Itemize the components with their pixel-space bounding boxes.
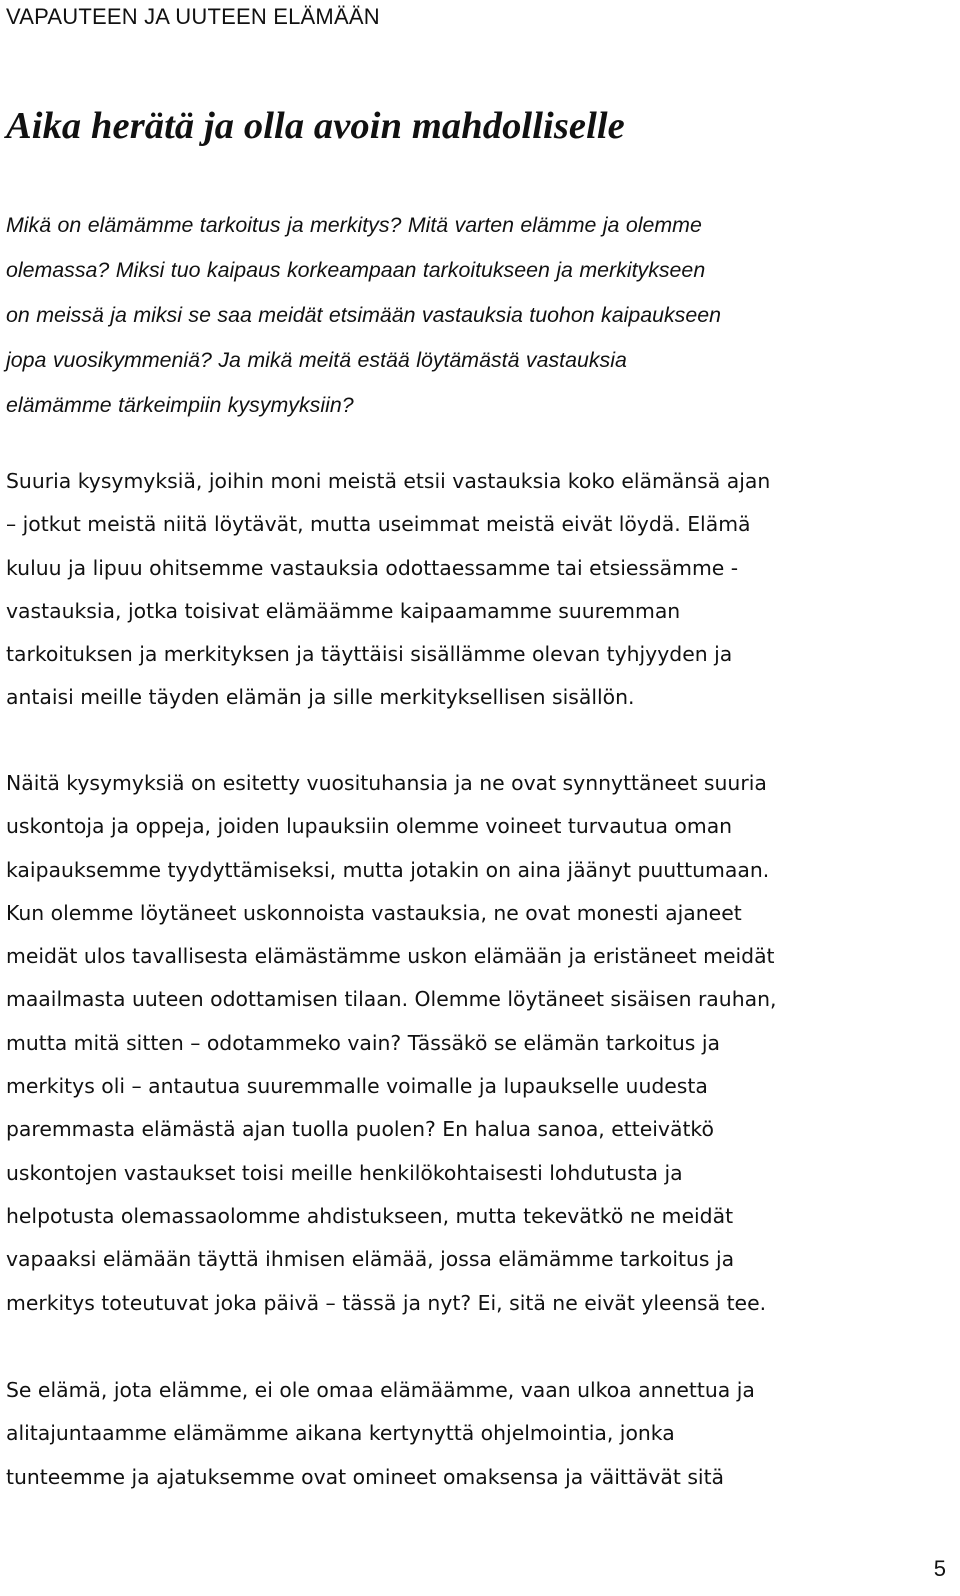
body-paragraph-1 [6, 460, 956, 720]
running-header: VAPAUTEEN JA UUTEEN ELÄMÄÄN [6, 4, 380, 29]
text-line: antaisi meille täyden elämän ja sille merkityksellisen sisällön. [6, 685, 635, 710]
intro-line: jopa vuosikymmeniä? Ja mikä meitä estää löytämästä vastauksia [6, 348, 627, 372]
text-line: merkitys oli – antautua suuremmalle voimalle ja lupaukselle uudesta [6, 1074, 708, 1099]
text-line: tarkoituksen ja merkityksen ja täyttäisi sisällämme olevan tyhjyyden ja [6, 642, 733, 667]
body-paragraph-2 [6, 762, 956, 1325]
text-line: kuluu ja lipuu ohitsemme vastauksia odottaessamme tai etsiessämme - [6, 555, 739, 580]
text-line: mutta mitä sitten – odotammeko vain? Tässäkö se elämän tarkoitus ja [6, 1030, 720, 1055]
text-line: – jotkut meistä niitä löytävät, mutta useimmat meistä eivät löydä. Elämä [6, 512, 751, 537]
intro-line: Mikä on elämämme tarkoitus ja merkitys? Mitä varten elämme ja olemme [6, 213, 702, 237]
intro-line: olemassa? Miksi tuo kaipaus korkeampaan tarkoitukseen ja merkitykseen [6, 258, 706, 282]
text-line: Suuria kysymyksiä, joihin moni meistä etsii vastauksia koko elämänsä ajan [6, 469, 771, 493]
text-line: helpotusta olemassaolomme ahdistukseen, mutta tekevätkö ne meidät [6, 1203, 734, 1228]
body-paragraph-3 [6, 1369, 956, 1499]
text-line: merkitys toteutuvat joka päivä – tässä ja nyt? Ei, sitä ne eivät yleensä tee. [6, 1290, 767, 1315]
text-line: maailmasta uuteen odottamisen tilaan. Olemme löytäneet sisäisen rauhan, [6, 987, 777, 1012]
text-line: Kun olemme löytäneet uskonnoista vastauksia, ne ovat monesti ajaneet [6, 900, 742, 925]
text-line: paremmasta elämästä ajan tuolla puolen? En halua sanoa, etteivätkö [6, 1117, 714, 1142]
intro-line: on meissä ja miksi se saa meidät etsimään vastauksia tuohon kaipaukseen [6, 303, 721, 327]
text-line: vastauksia, jotka toisivat elämäämme kaipaamamme suuremman [6, 598, 681, 623]
intro-line: elämämme tärkeimpiin kysymyksiin? [6, 393, 354, 417]
text-line: Se elämä, jota elämme, ei ole omaa elämäämme, vaan ulkoa annettua ja [6, 1378, 755, 1402]
text-line: Näitä kysymyksiä on esitetty vuosituhansia ja ne ovat synnyttäneet suuria [6, 771, 767, 795]
text-line: alitajuntaamme elämämme aikana kertynyttä ohjelmointia, jonka [6, 1421, 675, 1446]
text-line: meidät ulos tavallisesta elämästämme uskon elämään ja eristäneet meidät [6, 944, 775, 969]
text-line: kaipauksemme tyydyttämiseksi, mutta jotakin on aina jäänyt puuttumaan. [6, 857, 770, 882]
article-title: Aika herätä ja olla avoin mahdolliselle [6, 105, 625, 147]
intro-paragraph [6, 203, 956, 428]
page-number: 5 [933, 1556, 946, 1581]
text-line: tunteemme ja ajatuksemme ovat omineet omaksensa ja väittävät sitä [6, 1464, 725, 1489]
text-line: uskontoja ja oppeja, joiden lupauksiin olemme voineet turvautua oman [6, 814, 733, 839]
text-line: vapaaksi elämään täyttä ihmisen elämää, jossa elämämme tarkoitus ja [6, 1247, 735, 1272]
text-line: uskontojen vastaukset toisi meille henkilökohtaisesti lohdutusta ja [6, 1160, 683, 1185]
